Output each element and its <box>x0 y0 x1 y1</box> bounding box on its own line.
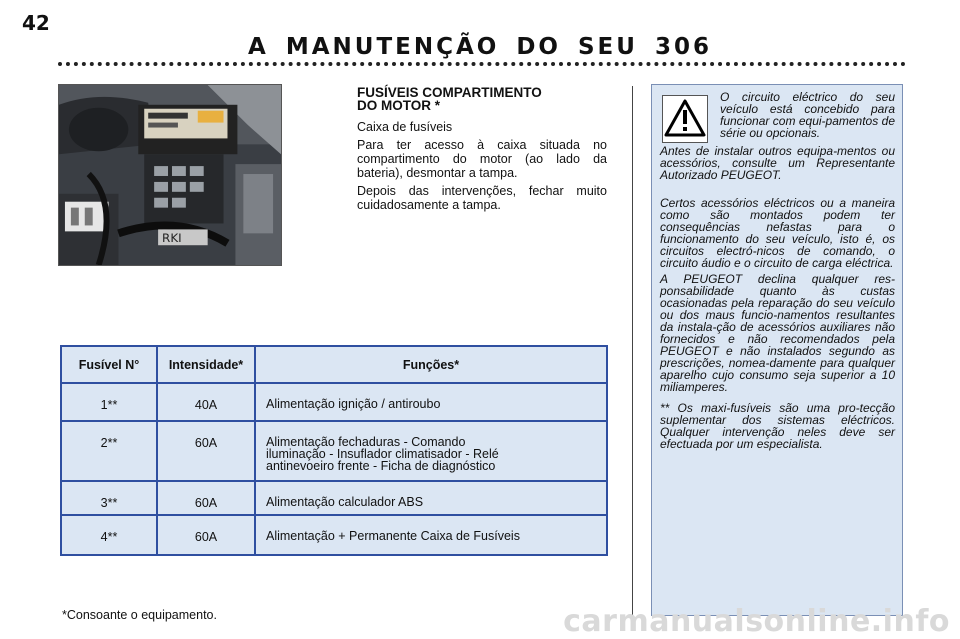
function-line: iluminação - Insuflador climatisador - Relé <box>266 447 499 461</box>
function-line: Alimentação ignição / antiroubo <box>266 397 441 411</box>
fuse-intensity: 60A <box>157 481 255 515</box>
function-line: Alimentação fechaduras - Comando <box>266 435 466 449</box>
engine-fuse-box-photo <box>58 84 282 266</box>
fuse-number: 1** <box>61 383 157 421</box>
section-title-line2: DO MOTOR * <box>357 98 441 113</box>
page-title: A MANUTENÇÃO DO SEU 306 <box>248 34 712 60</box>
site-watermark: carmanualsonline.info <box>563 604 950 639</box>
equipment-footnote: *Consoante o equipamento. <box>62 608 217 622</box>
function-line: Alimentação calculador ABS <box>266 495 424 509</box>
function-line: Alimentação + Permanente Caixa de Fusíveis <box>266 529 520 543</box>
fuse-number: 3** <box>61 481 157 515</box>
notice-paragraph-accessories: Certos acessórios eléctricos ou a maneira como são montados podem ter consequências nefastas para o funcionamento do seu veículo, isto é, os circuitos electró-nicos de comando, o circuito áudio e o circuito de carga eléctrica. <box>660 196 895 270</box>
fuse-section <box>357 86 607 216</box>
header-intensity: Intensidade* <box>157 346 255 383</box>
fuse-intensity: 40A <box>157 383 255 421</box>
section-title <box>357 86 607 112</box>
column-divider <box>632 86 633 620</box>
function-line: antinevoeiro frente - Ficha de diagnóstico <box>266 459 496 473</box>
notice-paragraph-liability: A PEUGEOT declina qualquer res-ponsabilidade quanto às custas ocasionadas pela reparação do seu veículo ou dos maus funcio-namentos resultantes da instala-ção de acessórios auxiliares não fornecidos e não recomendados pela PEUGEOT e não instalados segundo as prescrições, nomea-damente para qualquer aparelho cujo consumo seja superior a 10 miliamperes. <box>660 272 895 394</box>
fuse-table <box>60 345 608 556</box>
section-paragraph-access: Para ter acesso à caixa situada no compartimento do motor (ao lado da bateria), desmontar a tampa. <box>357 138 607 180</box>
warning-triangle-icon <box>662 95 708 143</box>
section-title-line1: FUSÍVEIS COMPARTIMENTO <box>357 85 542 100</box>
fuse-intensity: 60A <box>157 421 255 481</box>
fuse-number: 4** <box>61 515 157 555</box>
photo-label: RKI <box>162 231 182 246</box>
title-divider <box>58 62 906 66</box>
fuse-function <box>255 515 607 555</box>
warning-notice-box <box>651 84 903 616</box>
table-row <box>61 481 607 515</box>
section-subtitle: Caixa de fusíveis <box>357 120 453 134</box>
notice-paragraph-maxi-fuses: ** Os maxi-fusíveis são uma pro-tecção suplementar dos sistemas eléctricos. Qualquer intervenção neles deve ser efectuada por um especialista. <box>660 401 895 451</box>
table-header-row <box>61 346 607 383</box>
notice-paragraph-consult: Antes de instalar outros equipa-mentos ou acessórios, consulte um Representante Autorizado PEUGEOT. <box>660 144 895 182</box>
table-row <box>61 383 607 421</box>
fuse-function <box>255 481 607 515</box>
notice-paragraph-circuit: O circuito eléctrico do seu veículo está concebido para funcionar com equi-pamentos de série ou opcionais. <box>720 90 895 140</box>
table-row <box>61 515 607 555</box>
section-paragraph-close: Depois das intervenções, fechar muito cuidadosamente a tampa. <box>357 184 607 212</box>
fuse-function <box>255 421 607 481</box>
engine-photo-illustration <box>59 85 281 265</box>
page-number: 42 <box>22 11 50 35</box>
header-functions: Funções* <box>255 346 607 383</box>
header-fuse-number: Fusível N° <box>61 346 157 383</box>
fuse-function <box>255 383 607 421</box>
fuse-number: 2** <box>61 421 157 481</box>
table-row <box>61 421 607 481</box>
fuse-intensity: 60A <box>157 515 255 555</box>
